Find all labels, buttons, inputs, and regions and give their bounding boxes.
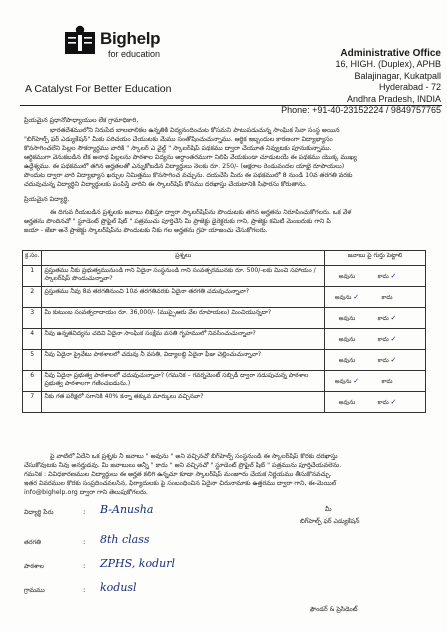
table-header-row xyxy=(23,251,426,266)
body-line: ఉద్దేశ్యము. ఈ పథకములో తగిన అర్హతలతో ఎన్నుకోబడిన విద్యార్థులు నెలకు రూ. 250/- (అక్షరాల రెండువందల యాభై రూపాయలు) xyxy=(24,163,345,170)
body-line: కొనసాగించలేని పిల్లల సౌకర్యార్థము వారికి " స్కాలర్ ఎ వైల్డ్ " స్కాలర్‌షిప్ పథకము ద్వారా చేయూత నివ్వుటకు పూనుకున్నాము. xyxy=(24,145,332,152)
brand-name: Bighelp xyxy=(100,29,161,48)
village-label: గ్రామము xyxy=(24,587,45,594)
question-text: నీవు ఏదైనా ప్రభుత్వ పాఠశాలలో చదువుచున్నావా? (గమనిక – గవర్నమెంట్ సబ్సిడీ ద్వారా నడుపుచున్న పాఠశాల ప్రభుత్వ పాఠశాలగా గణించబడును.) xyxy=(42,371,325,392)
field-colon: : xyxy=(83,538,86,546)
signature-closing: మీ xyxy=(325,506,332,513)
header-serial: క్ర.సం. xyxy=(23,251,42,266)
check-mark-icon: ✓ xyxy=(353,292,360,301)
footer-email-line: info@bighelp.org ద్వారా గాని తెలుపుకోగలరు. xyxy=(24,489,148,496)
answer-no[interactable] xyxy=(367,314,407,323)
class-label: తరగతి xyxy=(24,539,41,546)
class-value[interactable]: 8th class xyxy=(100,533,150,546)
body-line: భారతదేశములోని నిరుపేద బాలబాలికల ఉన్నతికి విద్యనందించుట కోసమని పాటుపడుచున్న సాంఘిక సేవా సంస్థ అయిన xyxy=(50,127,340,134)
phone-number: Phone: +91-40-23152224 / 9849757765 xyxy=(281,105,441,116)
footer-line: చేసుకోవుటకు నీవు అనర్హుడవు. మీ జవాబులు అన్నీ " కాదు " అని వచ్చినచో " స్టూడెంట్ ప్రొఫైల్ షీట్ " పత్రమును పూర్తిచేయవలెను. xyxy=(24,462,342,469)
row-number: 6 xyxy=(23,371,42,392)
answer-yes-label: అవును xyxy=(334,378,352,385)
answer-cell xyxy=(325,392,426,413)
village-value[interactable]: kodusl xyxy=(100,581,137,594)
signature-title: ఫౌండర్ & ప్రెసిడెంట్ xyxy=(310,606,358,613)
field-colon: : xyxy=(83,562,86,570)
question-text: ప్రస్తుతము నీవు 8వ తరగతినుంచి 10వ తరగతివరకు ఏదైనా తరగతి చదువుచున్నావా? xyxy=(42,287,325,308)
check-mark-icon: ✓ xyxy=(390,334,397,343)
office-address xyxy=(281,48,441,116)
answer-cell xyxy=(325,350,426,371)
table-row xyxy=(23,287,426,308)
answer-cell xyxy=(325,371,426,392)
body-line: ఆర్థికముగా వెనుకబడిన లేక అనాథ పిల్లలను పాఠశాల విద్యను అర్ధాంతరముగా నిలిపి వేయకుండా చూడుటయే ఈ పథకము యొక్క ముఖ్య xyxy=(24,154,357,161)
office-title: Administrative Office xyxy=(340,48,441,59)
eligibility-table xyxy=(22,250,426,413)
answer-yes[interactable]: అవును xyxy=(338,357,356,364)
answer-no-label: కాదు xyxy=(377,273,389,280)
body-line: అర్హతను పొందినచో " స్టూడెంట్ ప్రొఫైల్ షీట్ " పత్రముచు పూర్తిచేసి మీ ప్రాజెక్టు డైరెక్టరుకు గాని, ప్రాజెక్టు కమిటీ మెంబరుకు గాని పి xyxy=(24,218,331,225)
student-name-label: విద్యార్థి పేరు xyxy=(24,509,54,516)
answer-yes[interactable] xyxy=(327,293,367,302)
field-colon: : xyxy=(83,586,86,594)
header-divider xyxy=(20,105,442,106)
question-text: నీవు ఉన్నతవిద్యను చదివి ఏదైనా సాంఘిక సంక్షేమ వసతి గృహములో నివసించుచున్నావా? xyxy=(42,329,325,350)
address-line: Hyderabad - 72 xyxy=(378,82,441,93)
answer-yes[interactable]: అవును xyxy=(338,273,356,280)
footer-line: పై వాటిలో ఏదేని ఒక ప్రశ్నకు నీ జవాబు " అవును " అని వచ్చినచో బిగ్‌హెల్ప్ సంస్థనుండి ఈ స్కాలర్‌షిప్ కొరకు దరఖాస్తు xyxy=(50,453,338,460)
answer-cell xyxy=(325,287,426,308)
table-row xyxy=(23,308,426,329)
answer-cell xyxy=(325,329,426,350)
check-mark-icon: ✓ xyxy=(390,397,397,406)
header-questions: ప్రశ్నలు xyxy=(42,251,325,266)
header-answer: జవాబు పై గుర్తు పెట్టాలి xyxy=(325,251,426,266)
bighelp-logo-icon xyxy=(64,24,96,58)
table-row xyxy=(23,392,426,413)
check-mark-icon: ✓ xyxy=(390,355,397,364)
student-name-value[interactable]: B-Anusha xyxy=(100,503,154,516)
answer-cell xyxy=(325,308,426,329)
footer-line: గమనిక : వివిధకారణముల విద్యార్థులు ఈ అర్హత కలిగి ఉన్నచూ కూడా స్కాలర్‌షిప్ మంజూరు చేయక నిర్ణయము తీసుకొనవచ్చు. xyxy=(24,471,332,478)
answer-yes[interactable]: అవును xyxy=(338,399,356,406)
question-text: నీకు గత పరీక్షలో సగానికి 40% కన్నా తక్కువ మార్కులు వచ్చినవా? xyxy=(42,392,325,413)
tagline: A Catalyst For Better Education xyxy=(25,83,172,95)
answer-yes[interactable] xyxy=(327,377,367,386)
row-number: 4 xyxy=(23,329,42,350)
body-line: జయా - జేబా అనే ప్రాజెక్టు స్కాలర్‌షిప్‌ను పొందుటకు నీకు గల అర్హతను గ్రహ యాజంచు చేసుకోగలరు. xyxy=(24,227,268,234)
row-number: 7 xyxy=(23,392,42,413)
answer-no[interactable] xyxy=(367,356,407,365)
body-line: ఈ దిగువ రీయబడిన ప్రశ్నలకు జవాబు లిఖిస్తూ ద్వారా స్కాలర్‌షిప్‌ను పొందుటకు తగిన అర్హతను నిరూపించుకోగలరు. ఒక వేళ xyxy=(50,209,352,216)
school-label: పాఠశాల xyxy=(24,563,44,570)
address-line: Balajinagar, Kukatpall xyxy=(354,70,441,81)
question-text: మీ కుటుంబ సంవత్సరాదాయం రూ. 36,000/- (ముప్పైఆరు వేల రూపాయలు) మించియున్నదా? xyxy=(42,308,325,329)
answer-cell xyxy=(325,266,426,287)
answer-no[interactable] xyxy=(367,272,407,281)
salutation-student: ప్రియమైన విద్యార్థి, xyxy=(24,196,70,203)
check-mark-icon: ✓ xyxy=(353,376,360,385)
address-line: 16, HIGH. (Duplex), APHB xyxy=(335,59,441,70)
answer-yes[interactable]: అవును xyxy=(338,315,356,322)
table-row xyxy=(23,350,426,371)
answer-no[interactable] xyxy=(367,398,407,407)
check-mark-icon: ✓ xyxy=(390,271,397,280)
answer-yes[interactable]: అవును xyxy=(338,336,356,343)
row-number: 2 xyxy=(23,287,42,308)
answer-no-label: కాదు xyxy=(377,315,389,322)
question-text: నీవు ఏదైనా ప్రైవేటు పాఠశాలలో చదువు నీ వసతి, విద్యాలబ్ది ఏదైనా ఫీజు చెల్లించుచున్నావా? xyxy=(42,350,325,371)
check-mark-icon: ✓ xyxy=(390,313,397,322)
answer-no[interactable]: కాదు xyxy=(381,294,393,301)
answer-no[interactable] xyxy=(367,335,407,344)
row-number: 5 xyxy=(23,350,42,371)
salutation-headmaster: ప్రియమైన ప్రధానోపాధ్యాయుల లేక గ్రామాధికారి, xyxy=(24,117,139,124)
address-line: Andhra Pradesh, INDIA xyxy=(346,93,441,104)
answer-no[interactable]: కాదు xyxy=(381,378,393,385)
brand-subtitle: for education xyxy=(108,49,161,59)
table-row xyxy=(23,371,426,392)
footer-line: ఇతర వివరముల కొరకు సంప్రదించవలసిన, ఫిర్యాదులకు పై సంబంధించిన ఏదైనా చిరునామాకు ఉత్తరము ద్వారా గాని, ఈ-మెయిల్ xyxy=(24,480,337,487)
answer-no-label: కాదు xyxy=(377,399,389,406)
answer-yes-label: అవును xyxy=(334,294,352,301)
field-colon: : xyxy=(83,508,86,516)
question-text: ప్రస్తుతము నీకు ప్రభుత్వమునుండి గాని ఏదైనా సంస్థనుండి గాని సంవత్సరమునకు రూ. 500/-లకు మించి సహాయం / స్కాలర్‌షిప్ పొందుచున్నావా? xyxy=(42,266,325,287)
body-line: చదువుచున్న విద్యార్థిని విద్యార్థులకు పంపిస్తే వారిని ఈ స్కాలర్‌షిప్ కోసము దరఖాస్తు చేయటానికి సిఫారసు కోరుతాను. xyxy=(24,181,307,188)
table-row xyxy=(23,329,426,350)
row-number: 3 xyxy=(23,308,42,329)
table-row xyxy=(23,266,426,287)
answer-no-label: కాదు xyxy=(377,357,389,364)
body-line: పొందుట ద్వారా వారి విద్యాభ్యాస ఖర్చుల నిమిత్తము కొనసాగించ వచ్చును. దయచేసి మీరు ఈ పథకములో 8 నుండి 10వ తరగతి వరకు xyxy=(24,172,353,179)
body-line: "బిగ్‌హెల్ప్ ఫర్ ఎడ్యుకేషన్" మీకు పరిచయం చేయుటకు మేము సంతోషించుచున్నాము. ఆర్థిక ఇబ్బందుల కారణంగా విద్యాభ్యాసం xyxy=(24,136,333,143)
signature-organization: బిగ్‌హెల్ప్ ఫర్ ఎడ్యుకేషన్ xyxy=(300,518,360,525)
row-number: 1 xyxy=(23,266,42,287)
school-value[interactable]: ZPHS, kodurl xyxy=(100,557,175,570)
answer-no-label: కాదు xyxy=(377,336,389,343)
